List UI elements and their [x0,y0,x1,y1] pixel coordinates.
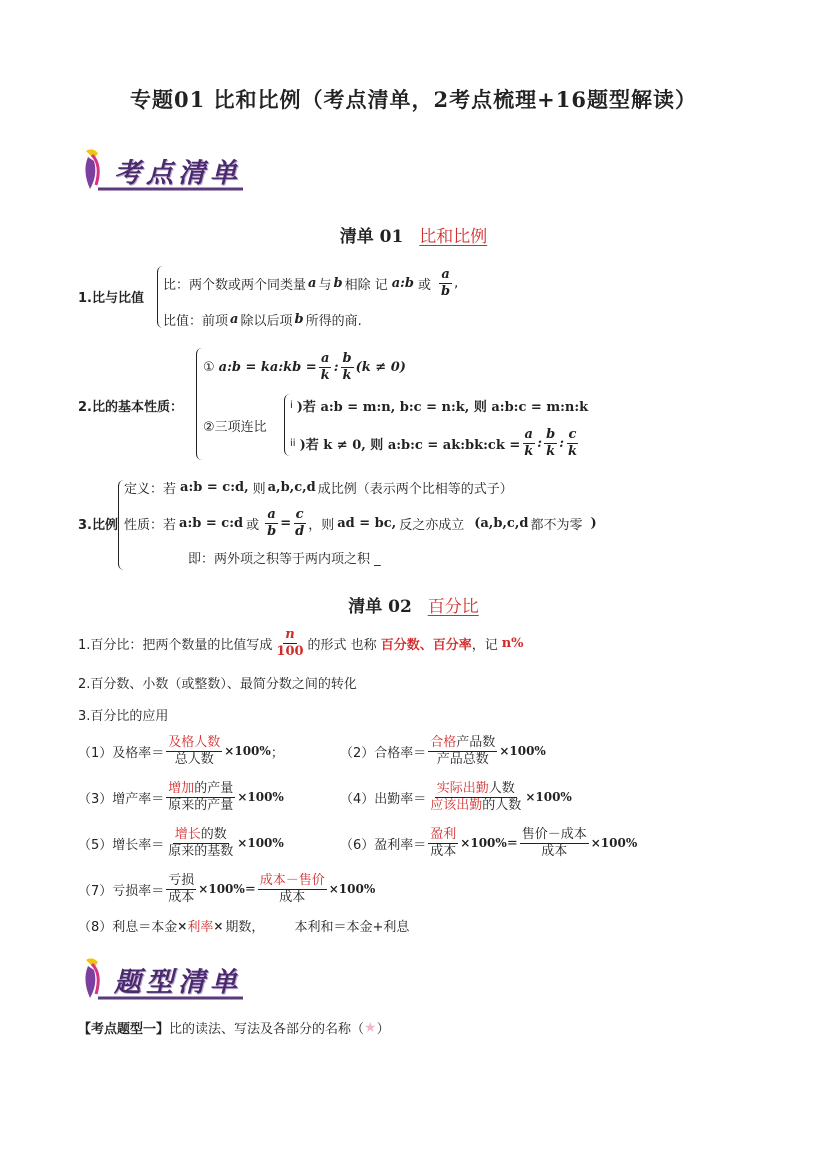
percent-def-d: ，记 [471,637,498,653]
p2-ii-mark: ii [290,437,296,449]
formula-7 [78,874,375,904]
prop-c: 或 [246,517,260,533]
numerator-text: 的产量 [194,781,234,796]
denominator-text: 成本 [541,843,568,859]
prop-i: ) [590,515,597,531]
prop-a: 性质：若 [124,517,177,533]
formula-label: （1）及格率＝ [78,745,165,761]
formula-fraction [166,828,235,858]
item2-property1 [203,352,406,382]
formula-1 [78,736,284,766]
item1-label: 1.比与比值 [78,291,144,306]
f8-d: 本利和＝本金+利息 [294,920,410,935]
denominator-text: 成本 [279,889,306,905]
formula-4 [340,782,572,812]
percent-definition [78,628,524,658]
fraction-b-k: $\frac{b}{k}$ [342,351,352,383]
formula-label: （6）盈利率＝ [340,837,427,853]
p1-condition: (k ≠ 0) [355,359,406,375]
comma: , [454,275,459,291]
formula-2 [340,736,546,766]
fraction-c-k: $\frac{c}{k}$ [568,427,578,459]
formula-fraction [166,736,222,766]
denominator-text: 总人数 [174,751,214,767]
p2-i-mark: i [290,400,293,411]
item2-label: 2.比的基本性质： [78,400,183,415]
def-a: 定义：若 [124,482,177,497]
tixing-banner [78,954,248,1004]
fraction-n: n [285,627,295,642]
fraction-a-b: $\frac{a}{b}$ [441,267,451,299]
formula-label: （4）出勤率＝ [340,791,427,807]
times-100-percent: ×100% [525,790,572,805]
page-title: 专题01 比和比例（考点清单，2考点梳理+16题型解读） [130,87,697,112]
f8-b: 利率 [187,920,214,935]
denominator-text: 成本 [168,889,195,905]
fraction-c-d: $\frac{c}{d}$ [295,507,305,539]
star-icon: ★ [364,1019,377,1036]
formula-label: （2）合格率＝ [340,745,427,761]
denominator-text: 的人数 [482,797,522,813]
fraction-100: 100 [276,643,304,659]
colon: : [333,359,339,375]
numerator-text: 售价－成本 [521,827,587,842]
section2-label: 清单 02 [348,597,412,617]
colon: : [559,435,564,451]
times-100-percent: ×100% [224,744,271,759]
var-b: b [294,312,304,327]
topic1 [78,1018,390,1037]
formula-fraction [428,736,497,766]
formula-3 [78,782,284,812]
percent-def-c: 百分数、百分率 [380,637,472,653]
formula-label: （5）增长率＝ [78,837,165,853]
prop-f: 反之亦成立 [399,517,465,533]
numerator-text: 产品数 [456,735,496,750]
formula-fraction [166,874,196,904]
f8-c: 期数， [225,920,265,935]
numerator-highlight: 及格人数 [168,735,221,750]
def-c: 则 [252,482,266,497]
item1-line1-text-b: 与 [318,277,332,293]
formula-suffix: ； [270,745,284,761]
formula-5 [78,828,284,858]
times-100-percent: ×100% [590,836,638,851]
denominator-highlight: 应该出勤 [430,797,483,813]
var-b: b [333,275,343,291]
section2-name: 百分比 [427,597,479,617]
item1-line1 [163,268,458,298]
formula-fraction-2 [520,828,589,858]
p2-ii-text: )若 k ≠ 0, 则 a:b:c = ak:bk:ck = [299,437,521,453]
fraction-a-k: $\frac{a}{k}$ [320,351,330,383]
numerator-highlight: 实际出勤 [436,781,489,796]
formula-label: （3）增产率＝ [78,791,165,807]
numerator-text: 亏损 [168,873,195,888]
equals: = [280,515,292,531]
fraction-b-k: $\frac{b}{k}$ [546,427,556,459]
percent-item2: 2.百分数、小数（或整数）、最简分数之间的转化 [78,677,357,692]
numerator-text: 的数 [200,827,227,842]
topic1-text: 比的读法、写法及各部分的名称（ [169,1022,365,1037]
fraction-a-k: $\frac{a}{k}$ [524,427,534,459]
item1-line2-text-c: 所得的商. [305,314,362,329]
section1-name: 比和比例 [419,227,488,247]
times-100-percent: ×100% [499,744,546,759]
banner-text: 考点清单 [114,158,242,189]
item1-line1-text-c: 相除 记 [344,277,388,293]
item3-definition [124,478,513,497]
prop-g: (a,b,c,d [474,515,529,531]
numerator-highlight: 盈利 [430,827,457,842]
topic1-suffix: ） [376,1022,390,1037]
equals: = [506,835,518,851]
numerator-highlight: 增加 [168,781,195,796]
item1-line2-text-b: 除以后项 [240,314,293,329]
times-100-percent: ×100% [237,790,284,805]
p2-label: ②三项连比 [203,420,267,435]
kaodian-banner [78,145,248,195]
fraction-a-b: $\frac{a}{b}$ [267,507,277,539]
item3-note: 即：两外项之积等于两内项之积 _ [188,552,381,567]
p1-formula: a:b = ka:kb = [218,359,317,375]
p1-mark: ① [203,359,215,375]
formula-fraction-2 [258,874,327,904]
fraction-n-100 [274,628,305,658]
p2-i-line [290,396,588,415]
prop-e: ad = bc, [337,515,397,531]
section2-title [0,592,827,617]
banner-text: 题型清单 [114,967,242,998]
item1-line1-text-d: 或 [418,277,432,293]
item1-line2 [163,310,362,329]
item2-brace [196,348,203,460]
percent-def-b: 的形式 也称 [307,637,377,653]
item3-label: 3.比例 [78,518,118,533]
times-100-percent: ×100% [328,882,376,897]
p2-i-text: )若 a:b = m:n, b:c = n:k, 则 a:b:c = m:n:k [296,400,589,415]
numerator-text: 人数 [488,781,515,796]
equals: = [244,881,256,897]
times-sign: × [177,918,188,933]
denominator-text: 产品总数 [436,751,489,767]
times-100-percent: ×100% [237,836,284,851]
times-sign: × [213,918,224,933]
formula-label: （7）亏损率＝ [78,883,165,899]
ratio-ab: a:b [391,275,415,291]
denominator-text: 原来的基数 [168,843,234,859]
percent-def-a: 1.百分比：把两个数量的比值写成 [78,637,273,653]
item3-property [124,508,597,538]
prop-d: ，则 [308,517,335,533]
section1-title [0,222,827,247]
p2-ii-line [290,428,581,458]
var-a: a [308,275,317,291]
formula-fraction [428,828,458,858]
var-a: a [230,312,239,327]
formula-fraction [428,782,523,812]
def-b: a:b = c:d, [180,480,249,495]
def-e: 成比例（表示两个比相等的式子） [317,482,513,497]
prop-h: 都不为零 [530,517,583,533]
times-100-percent: ×100% [198,882,245,897]
percent-item3: 3.百分比的应用 [78,709,169,724]
denominator-text: 成本 [430,843,457,859]
topic1-prefix: 【考点题型一】 [78,1022,170,1037]
percent-def-e: n% [501,635,524,651]
formula-6 [340,828,637,858]
times-100-percent: ×100% [460,836,507,851]
formula-fraction [166,782,235,812]
item1-line2-text-a: 比值：前项 [163,314,229,329]
item1-line1-text-a: 比：两个数或两个同类量 [163,277,307,293]
prop-b: a:b = c:d [179,515,244,531]
numerator-highlight: 成本－售价 [259,873,325,888]
section1-label: 清单 01 [339,227,404,247]
numerator-highlight: 增长 [174,827,201,842]
denominator-text: 原来的产量 [168,797,234,813]
formula-8 [78,916,409,935]
f8-a: （8）利息＝本金 [78,920,178,935]
def-d: a,b,c,d [267,480,316,495]
colon: : [537,435,543,451]
numerator-highlight: 合格 [430,735,457,750]
